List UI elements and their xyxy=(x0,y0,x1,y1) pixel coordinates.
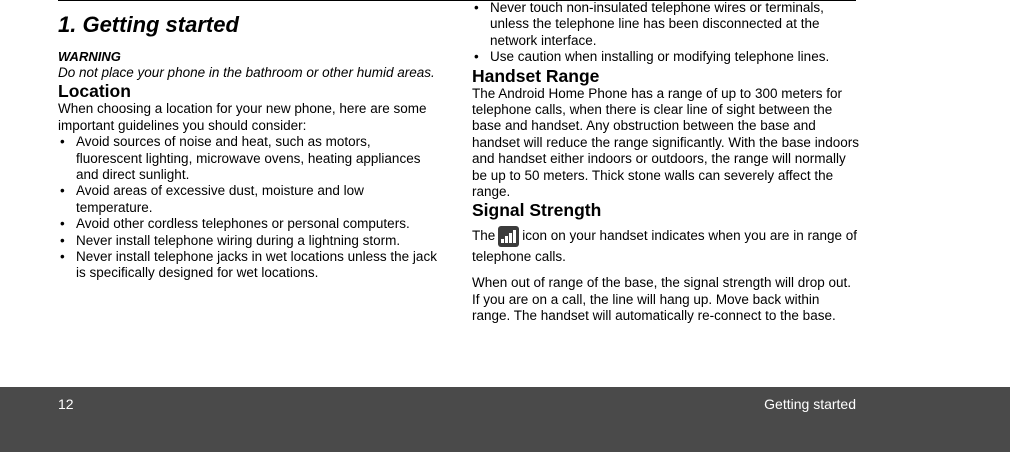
location-guidelines-continued-list xyxy=(472,0,860,66)
signal-strength-icon xyxy=(498,226,519,247)
left-column xyxy=(58,0,440,282)
signal-text-after: icon on your handset indicates when you are in range of telephone calls. xyxy=(472,228,857,265)
running-head: Getting started xyxy=(764,396,856,412)
handset-range-heading: Handset Range xyxy=(472,65,600,86)
list-item: • Never touch non-insulated telephone wires or terminals, unless the telephone line has been disconnected at the network interface. xyxy=(472,0,860,49)
list-item: • Never install telephone wiring during a lightning storm. xyxy=(58,233,440,249)
page-number: 12 xyxy=(58,396,74,412)
page-footer xyxy=(0,387,1010,452)
list-item: • Avoid other cordless telephones or personal computers. xyxy=(58,216,440,232)
list-item: • Never install telephone jacks in wet locations unless the jack is specifically designed for wet locations. xyxy=(58,249,440,282)
signal-strength-body: When out of range of the base, the signal strength will drop out. If you are on a call, the line will hang up. Move back within range. The handset will automatically re-connect to the base. xyxy=(472,275,851,324)
signal-strength-paragraph xyxy=(472,226,860,267)
warning-title: WARNING xyxy=(58,49,121,64)
list-item: • Use caution when installing or modifying telephone lines. xyxy=(472,49,860,65)
location-heading: Location xyxy=(58,81,131,102)
chapter-title: 1. Getting started xyxy=(58,12,239,37)
warning-body: Do not place your phone in the bathroom or other humid areas. xyxy=(58,65,435,80)
list-item: • Avoid sources of noise and heat, such as motors, fluorescent lighting, microwave ovens, heating appliances and direct sunlight. xyxy=(58,134,440,183)
signal-strength-heading: Signal Strength xyxy=(472,200,602,221)
location-intro: When choosing a location for your new phone, here are some important guidelines you should consider: xyxy=(58,101,427,133)
list-item: • Avoid areas of excessive dust, moisture and low temperature. xyxy=(58,183,440,216)
right-column xyxy=(472,0,860,325)
signal-text-before: The xyxy=(472,228,496,244)
handset-range-body: The Android Home Phone has a range of up to 300 meters for telephone calls, when there is clear line of sight between the base and handset. Any obstruction between the base and handset will reduce the range significantly. With the base indoors and handset either indoors or outdoors, the range will normally be up to 50 meters. Thick stone walls can severely affect the range. xyxy=(472,85,859,200)
location-guidelines-list xyxy=(58,134,440,282)
